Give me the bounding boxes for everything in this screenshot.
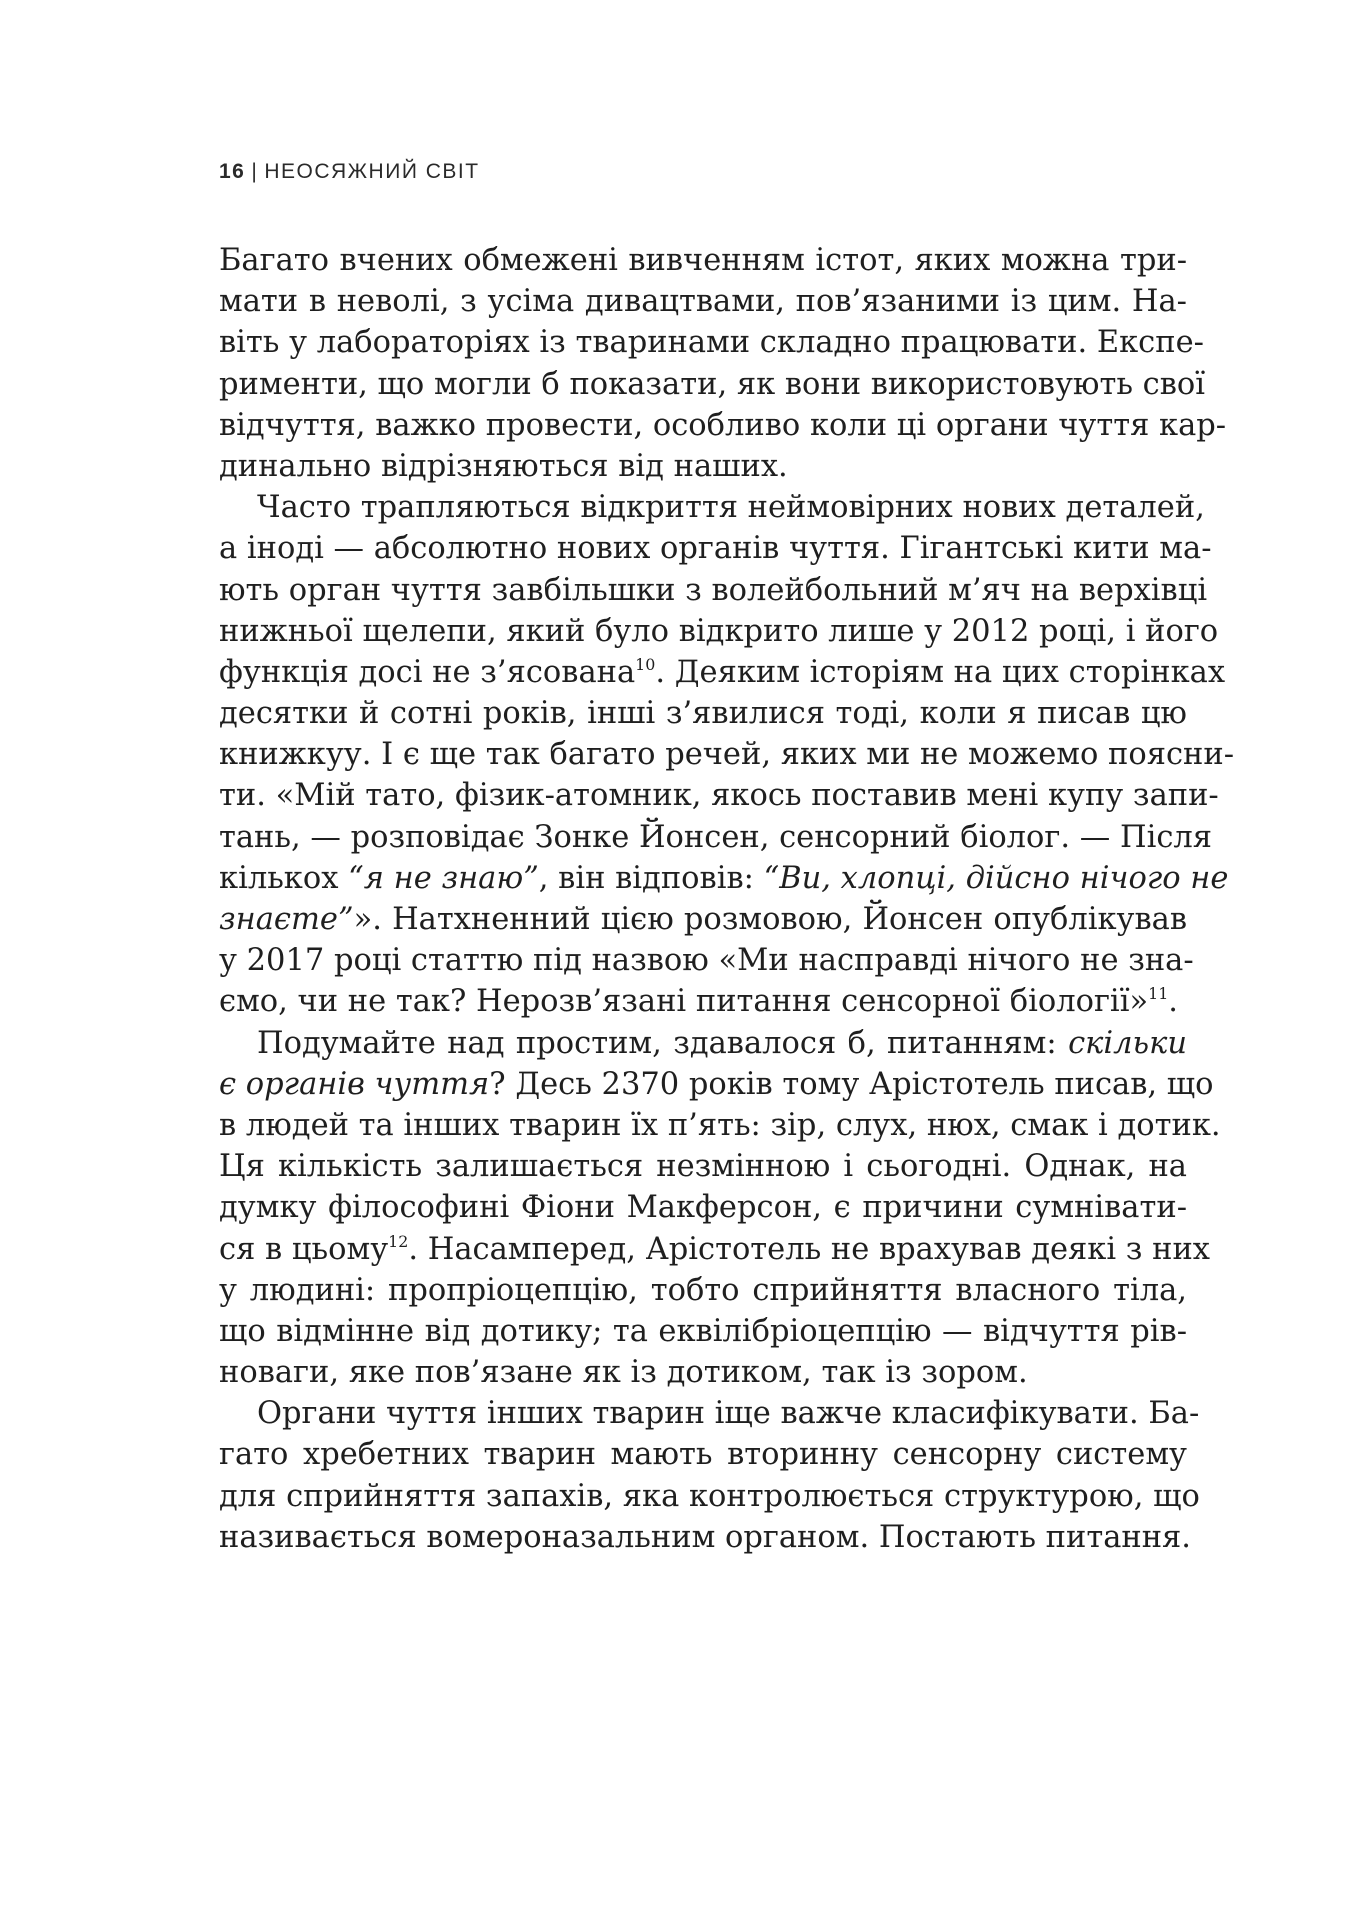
italic-quote: “я не знаю” [348, 860, 539, 896]
text-line: книжкуу. І є ще так багато речей, яких ми не можемо поясни- [219, 737, 1235, 773]
text-line: новаги, яке пов’язане як із дотиком, так із зором. [219, 1355, 1028, 1391]
text-line: рименти, що могли б показати, як вони використовують свої [219, 366, 1206, 402]
paragraph [219, 1023, 1221, 1394]
text-line [219, 1229, 1210, 1270]
paragraph [219, 1393, 1200, 1558]
text-run: . Насамперед, Арістотель не врахував деякі з них [408, 1231, 1210, 1267]
text-run: Подумайте над простим, здавалося б, питанням: [257, 1025, 1069, 1061]
text-line: мати в неволі, з усіма дивацтвами, пов’язаними із цим. На- [219, 284, 1187, 320]
text-line: тань, — розповідає Зонке Йонсен, сенсорний біолог. — Після [219, 819, 1213, 855]
running-head [219, 160, 480, 184]
text-line: відчуття, важко провести, особливо коли ці органи чуття кар- [219, 407, 1227, 443]
text-run: , він відповів: [538, 860, 764, 896]
text-line: десятки й сотні років, інші з’явилися тоді, коли я писав цю [219, 696, 1187, 732]
text-line: Органи чуття інших тварин іще важче класифікувати. Ба- [257, 1396, 1200, 1432]
body-text [219, 240, 1235, 1558]
text-run: ємо, чи не так? Нерозв’язані питання сенсорної біології» [219, 984, 1149, 1020]
paragraph [219, 240, 1227, 487]
text-run: функція досі не з’ясована [219, 654, 636, 690]
text-run: ся в цьому [219, 1231, 389, 1267]
text-run: . Деяким історіям на цих сторінках [655, 654, 1226, 690]
italic-quote: знаєте” [219, 902, 354, 937]
text-line: Ця кількість залишається незмінною і сьогодні. Однак, на [219, 1149, 1187, 1185]
text-line: Часто трапляються відкриття неймовірних нових деталей, [257, 490, 1205, 526]
text-line: у людині: пропріоцепцію, тобто сприйняття власного тіла, [219, 1272, 1187, 1308]
text-run: кількох [219, 860, 349, 896]
italic-quote: “Ви, хлопці, дійсно нічого не [763, 860, 1229, 896]
text-line: а іноді — абсолютно нових органів чуття. Гігантські кити ма- [219, 531, 1212, 567]
text-line [219, 858, 1229, 899]
text-run: ». Натхненний цією розмовою, Йонсен опублікував [353, 902, 1187, 937]
text-line: що відмінне від дотику; та еквілібріоцепцію — відчуття рів- [219, 1313, 1187, 1349]
text-line [219, 1023, 1187, 1064]
text-line: називається вомероназальним органом. Постають питання. [219, 1519, 1191, 1555]
text-line [219, 899, 1187, 940]
page-number: 16 [219, 160, 246, 183]
text-run: ? Десь 2370 років тому Арістотель писав, що [489, 1066, 1214, 1102]
footnote-ref[interactable]: 11 [1148, 984, 1169, 1004]
text-line: ють орган чуття завбільшки з волейбольний м’яч на верхівці [219, 572, 1208, 608]
text-run: . [1168, 984, 1178, 1020]
footnote-ref[interactable]: 10 [635, 654, 656, 674]
italic-phrase: скільки [1068, 1025, 1187, 1061]
text-line: віть у лабораторіях із тваринами складно працювати. Експе- [219, 325, 1204, 361]
text-line: для сприйняття запахів, яка контролюється структурою, що [219, 1478, 1200, 1514]
text-line [219, 652, 1226, 693]
header-separator: | [251, 160, 259, 183]
text-line: Багато вчених обмежені вивченням істот, яких можна три- [219, 243, 1187, 278]
text-line: ти. «Мій тато, фізик-атомник, якось поставив мені купу запи- [219, 778, 1219, 814]
italic-phrase: є органів чуття [219, 1066, 490, 1102]
footnote-ref[interactable]: 12 [388, 1231, 409, 1251]
text-line [219, 1064, 1214, 1105]
text-line: динально відрізняються від наших. [219, 448, 788, 484]
text-line: в людей та інших тварин їх п’ять: зір, слух, нюх, смак і дотик. [219, 1107, 1221, 1143]
text-line [219, 981, 1187, 1022]
book-title: НЕОСЯЖНИЙ СВІТ [264, 160, 480, 183]
text-line: думку філософині Фіони Макферсон, є причини сумнівати- [219, 1190, 1187, 1226]
paragraph [219, 487, 1235, 1022]
text-line: гато хребетних тварин мають вторинну сенсорну систему [219, 1437, 1187, 1473]
text-line: у 2017 році статтю під назвою «Ми насправді нічого не зна- [219, 943, 1194, 979]
text-line: нижньої щелепи, який було відкрито лише у 2012 році, і його [219, 613, 1219, 649]
